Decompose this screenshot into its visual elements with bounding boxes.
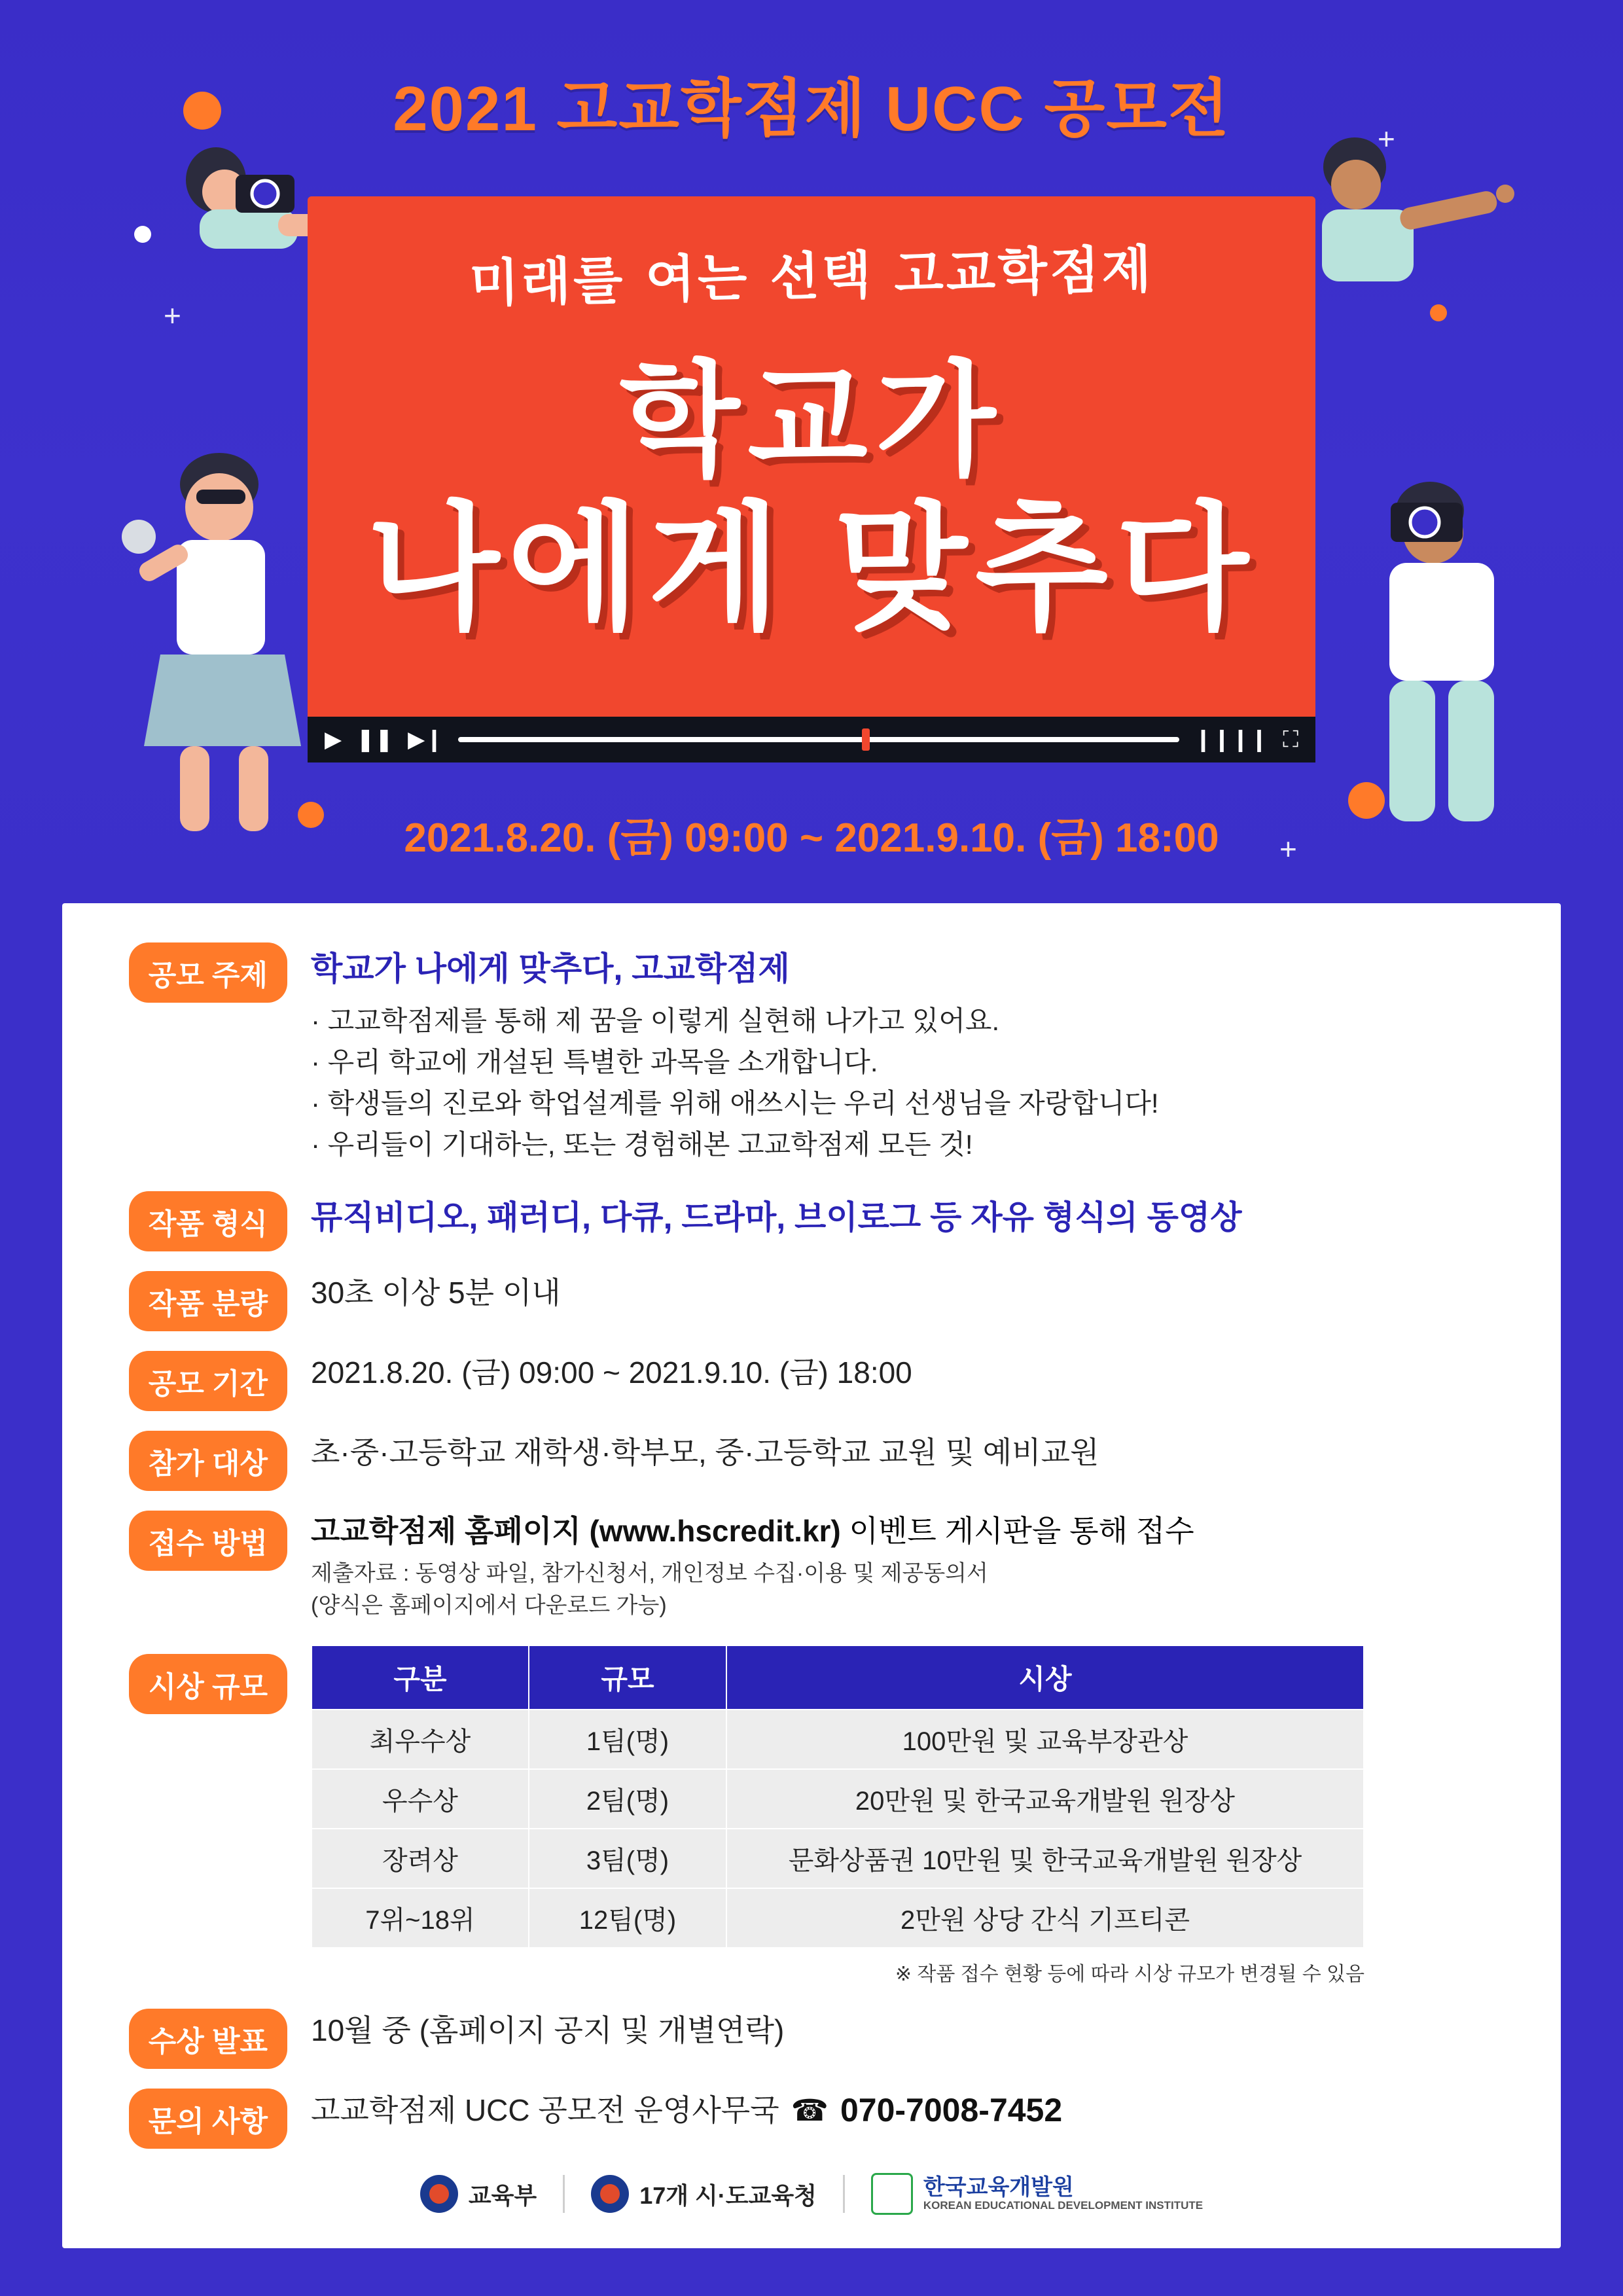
logo-kedi-label-kr: 한국교육개발원 xyxy=(923,2174,1074,2200)
tag-contact: 문의 사항 xyxy=(129,2089,287,2149)
poster-main-line2: 나에게 맞추다 xyxy=(366,492,1257,645)
fullscreen-icon[interactable]: ⛶ xyxy=(1283,727,1298,752)
apply-site[interactable]: 고교학점제 홈페이지 (www.hscredit.kr) xyxy=(311,1514,841,1548)
kedi-emblem-icon xyxy=(871,2173,913,2215)
phone-icon: ☎ xyxy=(791,2093,829,2128)
table-header-row xyxy=(312,1645,1364,1710)
logo-offices-label: 17개 시·도교육청 xyxy=(639,2181,817,2209)
volume-icon[interactable]: ❙❙❙❙ xyxy=(1194,727,1269,752)
progress-slider[interactable] xyxy=(458,737,1179,742)
topic-heading: 학교가 나에게 맞추다, 고교학점제 xyxy=(311,950,790,987)
table-row xyxy=(312,1888,1364,1948)
logo-kedi-label-en: KOREAN EDUCATIONAL DEVELOPMENT INSTITUTE xyxy=(923,2199,1204,2212)
table-row xyxy=(312,1769,1364,1829)
apply-note-1: 제출자료 : 동영상 파일, 참가신청서, 개인정보 수집·이용 및 제공동의서 xyxy=(311,1561,988,1587)
illustration-person-camera-right xyxy=(1312,471,1574,838)
poster-main-line1: 학교가 xyxy=(619,351,1004,490)
cell-category: 장려상 xyxy=(312,1829,529,1888)
topic-bullet: · 우리 학교에 개설된 특별한 과목을 소개합니다. xyxy=(311,1047,878,1077)
col-category: 구분 xyxy=(312,1645,529,1710)
section-format xyxy=(62,1191,1561,1251)
col-award: 시상 xyxy=(726,1645,1364,1710)
target-value: 초·중·고등학교 재학생·학부모, 중·고등학교 교원 및 예비교원 xyxy=(311,1435,1099,1469)
video-player-bar[interactable] xyxy=(308,717,1315,762)
contact-phone[interactable]: 070-7008-7452 xyxy=(840,2092,1063,2129)
length-value: 30초 이상 5분 이내 xyxy=(311,1276,561,1310)
apply-rest: 이벤트 게시판을 통해 접수 xyxy=(840,1514,1194,1548)
section-length xyxy=(62,1271,1561,1331)
offices-emblem-icon xyxy=(591,2175,629,2213)
tag-apply: 접수 방법 xyxy=(129,1511,287,1571)
poster-card xyxy=(308,196,1315,720)
topic-bullet: · 우리들이 기대하는, 또는 경험해본 고교학점제 모든 것! xyxy=(311,1129,973,1160)
tag-period: 공모 기간 xyxy=(129,1351,287,1411)
cell-scale: 2팀(명) xyxy=(529,1769,726,1829)
section-topic xyxy=(62,942,1561,1165)
footer-logos xyxy=(0,2173,1623,2215)
prize-note: ※ 작품 접수 현황 등에 따라 시상 규모가 변경될 수 있음 xyxy=(895,1963,1364,1985)
period-value: 2021.8.20. (금) 09:00 ~ 2021.9.10. (금) 18:00 xyxy=(311,1355,912,1390)
moe-emblem-icon xyxy=(420,2175,458,2213)
prize-table xyxy=(311,1645,1364,1948)
logo-kedi xyxy=(871,2173,1203,2215)
hero-date-range: 2021.8.20. (금) 09:00 ~ 2021.9.10. (금) 18:00 xyxy=(404,816,1219,861)
tag-length: 작품 분량 xyxy=(129,1271,287,1331)
topic-bullet: · 학생들의 진로와 학업설계를 위해 애쓰시는 우리 선생님을 자랑합니다! xyxy=(311,1088,1159,1119)
section-period xyxy=(62,1351,1561,1411)
progress-knob[interactable] xyxy=(862,728,870,751)
cell-category: 우수상 xyxy=(312,1769,529,1829)
poster-subtitle: 미래를 여는 선택 고교학점제 xyxy=(469,240,1154,314)
topic-bullet: · 고교학점제를 통해 제 꿈을 이렇게 실현해 나가고 있어요. xyxy=(311,1005,1000,1036)
announce-value: 10월 중 (홈페이지 공지 및 개별연락) xyxy=(311,2013,785,2047)
cell-scale: 3팀(명) xyxy=(529,1829,726,1888)
pause-icon[interactable]: ❚❚ xyxy=(356,727,394,752)
table-row xyxy=(312,1710,1364,1769)
illustration-person-point-right xyxy=(1283,131,1518,327)
tag-target: 참가 대상 xyxy=(129,1431,287,1491)
cell-scale: 12팀(명) xyxy=(529,1888,726,1948)
details-sheet xyxy=(62,903,1561,2248)
cell-award: 20만원 및 한국교육개발원 원장상 xyxy=(726,1769,1364,1829)
cell-scale: 1팀(명) xyxy=(529,1710,726,1769)
section-prize xyxy=(62,1645,1561,1986)
section-apply xyxy=(62,1511,1561,1623)
logo-offices xyxy=(591,2175,817,2213)
section-announce xyxy=(62,2009,1561,2069)
tag-format: 작품 형식 xyxy=(129,1191,287,1251)
page-title: 2021 고교학점제 UCC 공모전 xyxy=(393,74,1230,144)
footer-divider xyxy=(563,2175,565,2213)
cell-award: 2만원 상당 간식 기프티콘 xyxy=(726,1888,1364,1948)
footer-divider xyxy=(843,2175,845,2213)
tag-announce: 수상 발표 xyxy=(129,2009,287,2069)
contact-office: 고교학점제 UCC 공모전 운영사무국 xyxy=(311,2092,779,2127)
logo-moe-label: 교육부 xyxy=(468,2181,537,2209)
section-contact xyxy=(62,2089,1561,2149)
decor-plus-3: + xyxy=(1279,832,1297,866)
cell-category: 최우수상 xyxy=(312,1710,529,1769)
cell-category: 7위~18위 xyxy=(312,1888,529,1948)
illustration-person-mic-left xyxy=(98,439,340,844)
next-track-icon[interactable]: ▶❙ xyxy=(408,727,444,752)
section-target xyxy=(62,1431,1561,1491)
decor-plus-1: + xyxy=(164,298,181,332)
cell-award: 100만원 및 교육부장관상 xyxy=(726,1710,1364,1769)
table-row xyxy=(312,1829,1364,1888)
play-icon[interactable]: ▶ xyxy=(325,727,342,752)
logo-moe xyxy=(420,2175,537,2213)
format-value: 뮤직비디오, 패러디, 다큐, 드라마, 브이로그 등 자유 형식의 동영상 xyxy=(311,1199,1242,1236)
hero-banner xyxy=(0,0,1623,887)
apply-note-2: (양식은 홈페이지에서 다운로드 가능) xyxy=(311,1593,667,1619)
tag-prize: 시상 규모 xyxy=(129,1654,287,1714)
tag-topic: 공모 주제 xyxy=(129,942,287,1003)
col-scale: 규모 xyxy=(529,1645,726,1710)
cell-award: 문화상품권 10만원 및 한국교육개발원 원장상 xyxy=(726,1829,1364,1888)
decor-plus-2: + xyxy=(1378,122,1395,156)
